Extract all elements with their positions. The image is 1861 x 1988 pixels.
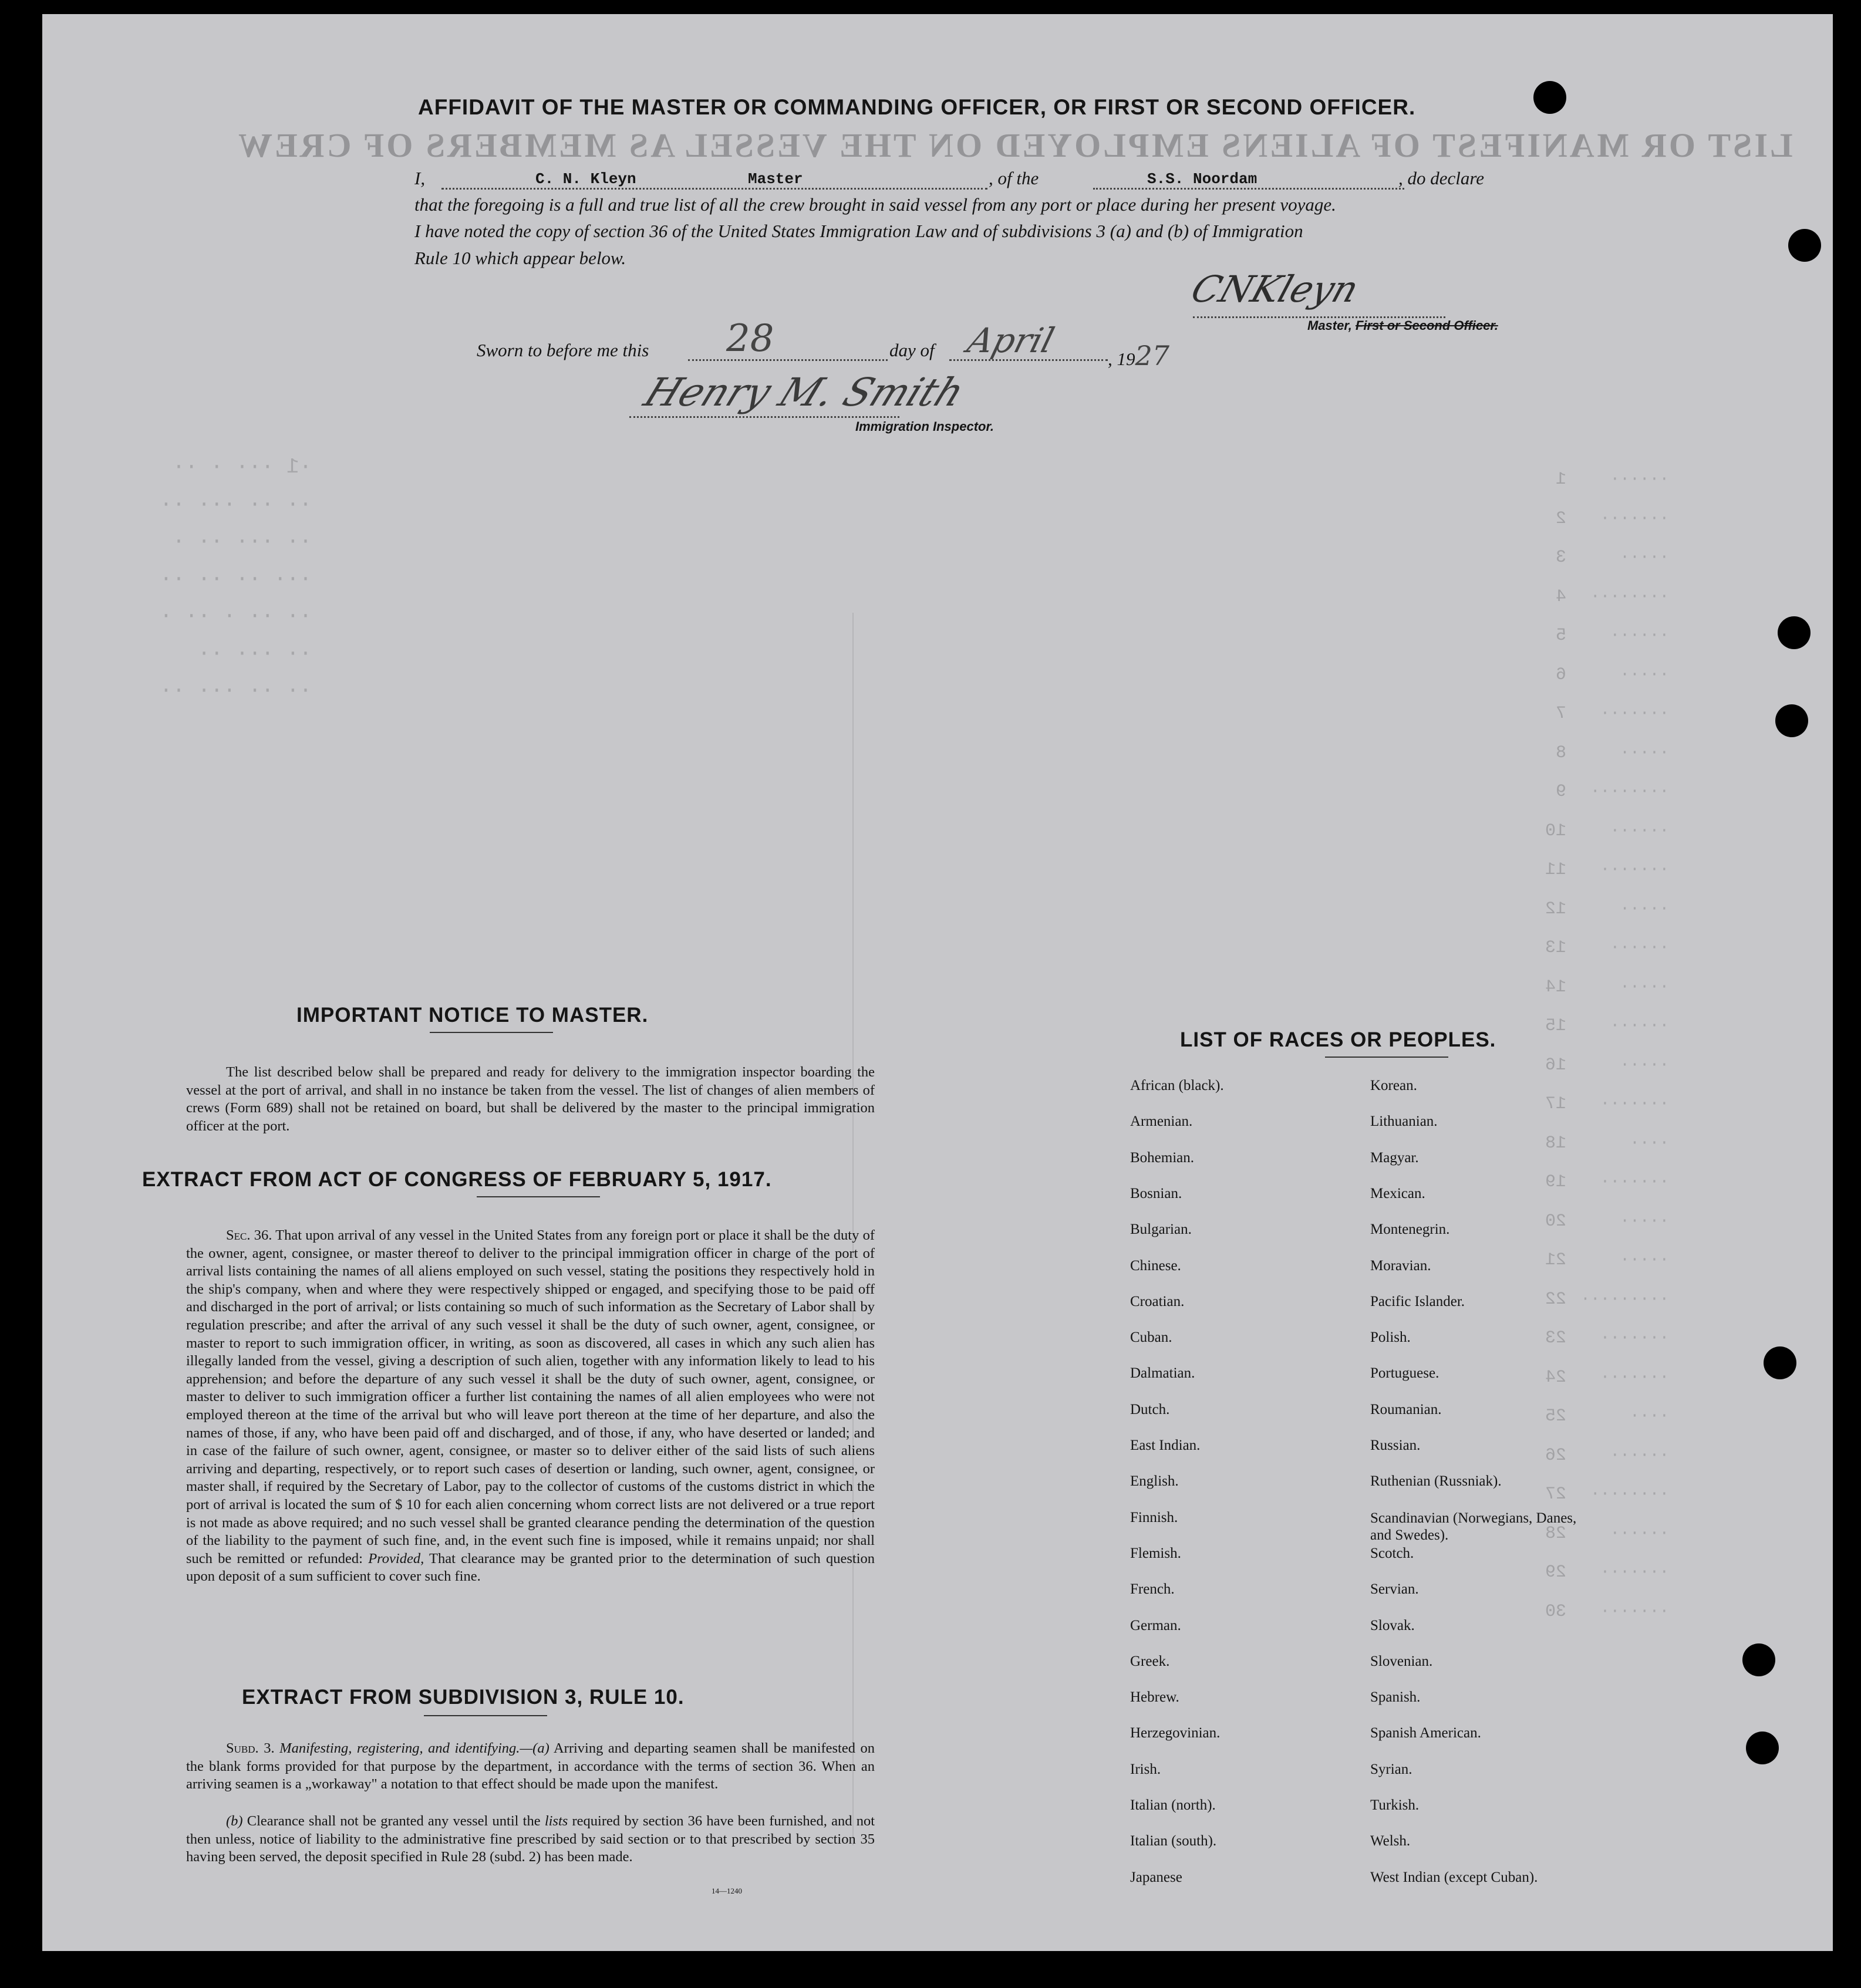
act-provided: Provided, xyxy=(368,1550,424,1567)
race-item: Scandinavian (Norwegians, Danes, and Swedes). xyxy=(1370,1510,1577,1543)
rule-subd-a-text: Arriving and departing seamen shall be manifested on the blank forms provided for that purpose by the department, in accordance with the terms of section 36. When an arriving seamen is a „workaway" a notation to that effect should be made upon the manifest. xyxy=(186,1740,875,1793)
race-item: West Indian (except Cuban). xyxy=(1370,1869,1538,1885)
act-text: That upon arrival of any vessel in the United States from any foreign port or place it shall be the duty of the owner, agent, consignee, or master thereof to deliver to the principal immigration officer in charge of the port of arrival lists containing the names of all aliens employed on such vessel, stating the positions they respectively hold in the ship's company, when and where they were respectively shipped or engaged, and specifying those to be paid off and discharged in the port of arrival; or lists containing so much of such information as the Secretary of Labor shall by regulation prescribe; and after the arrival of any such vessel it shall be the duty of such owner, agent, consignee, or master to report to such immigration officer, in writing, as soon as discovered, all cases in which any such alien has illegally landed from the vessel, giving a description of such alien, together with any information likely to lead to his apprehension; and before the departure of any such vessel it shall be the duty of such owner, agent, consignee, or master to deliver to such immigration officer a further list containing the names of all alien employees who were not employed thereon at the time of the arrival but who will leave port thereon at the time of her departure, and also the names of those, if any, who have been paid off and discharged, and of those, if any, who have deserted or landed; and in case of the failure of such owner, agent, consignee, or master so to deliver either of the said lists of such aliens arriving and departing, respectively, or to report such cases of desertion or landing, such owner, agent, consignee, or master shall, if required by the Secretary of Labor, pay to the collector of customs of the customs district in which the port of arrival is located the sum of $ 10 for each alien concerning whom correct lists are not delivered or a true report is not made as above required; and no such vessel shall be granted clearance pending the determination of the question of the liability to the payment of such fine, and, in the event such fine is imposed, while it remains unpaid; nor shall such be remitted or refunded: xyxy=(186,1227,875,1567)
day-of-text: day of xyxy=(889,340,935,360)
punch-hole xyxy=(1746,1732,1779,1764)
affidavit-line-4: Rule 10 which appear below. xyxy=(414,248,626,268)
race-item: English. xyxy=(1130,1473,1179,1490)
rule-b-text-1: Clearance shall not be granted any vessel until the xyxy=(242,1813,545,1829)
race-item: Roumanian. xyxy=(1370,1401,1442,1417)
race-item: Slovak. xyxy=(1370,1617,1415,1633)
rule-subd-b xyxy=(186,1813,875,1867)
race-item: Magyar. xyxy=(1370,1149,1419,1166)
races-rule xyxy=(1325,1057,1448,1058)
race-item: Italian (south). xyxy=(1130,1833,1217,1849)
rule-subd-label: Subd. 3. xyxy=(226,1740,275,1756)
of-the-text: , of the xyxy=(989,168,1039,188)
master-caption-struck: First or Second Officer. xyxy=(1355,318,1498,333)
affidavit-line-2: that the foregoing is a full and true list of all the crew brought in said vessel from any port or place during her present voyage. xyxy=(414,194,1336,215)
race-item: Japanese xyxy=(1130,1869,1182,1885)
form-number: 14—1240 xyxy=(712,1886,742,1895)
race-item: Herzegovinian. xyxy=(1130,1725,1221,1741)
master-rank: Master xyxy=(748,170,803,188)
act-text-end: That clearance may be granted prior to the determination of such question upon deposit of a sum sufficient to cover such fine. xyxy=(186,1550,875,1585)
punch-hole xyxy=(1788,229,1821,262)
race-item: Lithuanian. xyxy=(1370,1113,1438,1130)
month-dotline xyxy=(949,359,1108,361)
sworn-day: 28 xyxy=(726,317,774,360)
race-item: Polish. xyxy=(1370,1329,1411,1346)
affidavit-pronoun: I, xyxy=(414,168,426,188)
race-item: East Indian. xyxy=(1130,1437,1201,1453)
race-item: Montenegrin. xyxy=(1370,1221,1450,1238)
act-heading: EXTRACT FROM ACT OF CONGRESS OF FEBRUARY 5, 1917. xyxy=(142,1168,772,1191)
rule-b-label: (b) xyxy=(226,1813,243,1829)
races-heading: LIST OF RACES OR PEOPLES. xyxy=(1180,1028,1496,1051)
rule-heading: EXTRACT FROM SUBDIVISION 3, RULE 10. xyxy=(242,1686,685,1709)
affidavit-line-3: I have noted the copy of section 36 of the United States Immigration Law and of subdivisions 3 (a) and (b) of Immigration xyxy=(414,221,1303,241)
rule-subd-a xyxy=(186,1740,875,1794)
race-item: Ruthenian (Russniak). xyxy=(1370,1473,1502,1490)
race-item: Korean. xyxy=(1370,1078,1417,1093)
punch-hole xyxy=(1742,1643,1775,1676)
act-body xyxy=(186,1227,875,1586)
race-item: Finnish. xyxy=(1130,1509,1178,1525)
inspector-signature: Henry M. Smith xyxy=(638,370,971,415)
race-item: Italian (north). xyxy=(1130,1797,1216,1813)
notice-body: The list described below shall be prepared and ready for delivery to the immigration inspector boarding the vessel at the port of arrival, and shall in no instance be taken from the vessel. The list of changes of alien members of crews (Form 689) shall not be retained on board, but shall be delivered by the master to the principal immigration officer at the port. xyxy=(186,1064,875,1134)
year-prefix: , 19 xyxy=(1108,349,1135,369)
name-dotline xyxy=(441,188,987,190)
punch-hole xyxy=(1533,81,1566,114)
race-item: Portuguese. xyxy=(1370,1365,1439,1382)
race-item: Russian. xyxy=(1370,1437,1421,1453)
race-item: Dutch. xyxy=(1130,1401,1170,1417)
race-item: Turkish. xyxy=(1370,1797,1420,1813)
rule-rule xyxy=(424,1715,547,1716)
race-item: Greek. xyxy=(1130,1653,1170,1669)
race-item: Servian. xyxy=(1370,1581,1419,1598)
master-caption-prefix: Master, xyxy=(1307,318,1352,333)
race-item: Cuban. xyxy=(1130,1329,1172,1346)
race-item: Welsh. xyxy=(1370,1833,1411,1849)
race-item: Scotch. xyxy=(1370,1545,1414,1561)
rule-lists-word: lists xyxy=(544,1813,568,1829)
race-item: Irish. xyxy=(1130,1761,1161,1777)
vessel-dotline xyxy=(1093,188,1404,190)
race-item: Spanish American. xyxy=(1370,1725,1481,1741)
race-item: Pacific Islander. xyxy=(1370,1293,1465,1309)
master-caption xyxy=(1307,318,1498,333)
race-item: Bulgarian. xyxy=(1130,1221,1192,1238)
punch-hole xyxy=(1764,1346,1796,1379)
act-rule xyxy=(477,1196,600,1197)
year-suffix: 27 xyxy=(1135,340,1170,372)
vessel-name: S.S. Noordam xyxy=(1147,170,1257,188)
day-dotline xyxy=(688,359,888,361)
rule-subd-title: Manifesting, registering, and identifying.—(a) xyxy=(279,1740,549,1756)
race-item: Croatian. xyxy=(1130,1293,1185,1309)
race-item: Bohemian. xyxy=(1130,1149,1195,1166)
affidavit-heading: AFFIDAVIT OF THE MASTER OR COMMANDING OFFICER, OR FIRST OR SECOND OFFICER. xyxy=(418,95,1416,119)
race-item: Syrian. xyxy=(1370,1761,1412,1777)
manifest-page: LIST OR MANIFEST OF ALIENS EMPLOYED ON THE VESSEL AS MEMBERS OF CREW ·1 ··· · ·· ·· ·· ··· ·· ·· ··· ·· · ··· ·· ·· ·· ·· ·· · ·· · ·· ··· ·· ·· ·· ··· ·· 1 2 3 4 5 6 7 8 9 10 11 12 13 14 15 16 17 18 19 20 21 22 23 24 25 26 27 28 29 30 ······ ······· ····· ········ ······ ····· ······· ····· ········ ······ ······· ····· ······ ····· ······ ····· ······· ···· ······· ····· ····· ········· ······· ······· ···· ······ ········ ······ ······· ······· AFFIDAVIT OF THE MASTER OR COMMANDING OFFICER, OR FIRST OR SECOND OFFICER. I, C. N. Kleyn Master , of the S.S. Noordam , do declare that the foregoing is a full and true list of all the crew brought in said vessel from any port or place during her present voyage. I have noted the copy of section 36 of the United States Immigration Law and of subdivisions 3 (a) and (b) of Immigration Rule 10 which appear below. CNKleyn Master, First or Second Officer. Sworn to before me this 28 day of April , 1927 Henry M. Smith Immigration Inspector. IMPORTANT NOTICE TO MASTER. The list described below shall be prepared and ready for delivery to the immigration inspector boarding the vessel at the port of arrival, and shall in no instance be taken from the vessel. The list of changes of alien members of crews (Form 689) shall not be retained on board, but shall be delivered by the master to the principal immigration officer at the port. EXTRACT FROM ACT OF CONGRESS OF FEBRUARY 5, 1917. Sec. 36. That upon arrival of any vessel in the United States from any foreign port or place it shall be the duty of the owner, agent, consignee, or master thereof to deliver to the principal immigration officer in charge of the port of arrival lists containing the names of all aliens employed on such vessel, stating the positions they respectively hold in the ship's company, when and where they were respectively shipped or engaged, and specifying those to be paid off and discharged in the port of arrival; or lists containing so much of such information as the Secretary of Labor shall by regulation prescribe; and after the arrival of any such vessel it shall be the duty of such owner, agent, consignee, or master to report to such immigration officer, in writing, as soon as discovered, all cases in which any such alien has illegally landed from the vessel, giving a description of such alien, together with any information likely to lead to his apprehension; and before the departure of any such vessel it shall be the duty of such owner, agent, consignee, or master to deliver to such immigration officer a further list containing the names of all alien employees who were not employed thereon at the time of the arrival but who will leave port thereon at the time of her departure, and also the names of those, if any, who have been paid off and discharged, and of those, if any, who have deserted or landed; and in case of the failure of such owner, agent, consignee, or master so to deliver either of the said lists of such aliens arriving and departing, respectively, or to report such cases of desertion or landing, such owner, agent, consignee, or master shall, if required by the Secretary of Labor, pay to the collector of customs of the customs district in which the port of arrival is located the sum of $ 10 for each alien concerning whom correct lists are not delivered or a true report is not made as above required; and no such vessel shall be granted clearance pending the determination of the question of the liability to the payment of such fine, and, in the event such fine is imposed, while it remains unpaid; nor shall such be remitted or refunded: Provided, That clearance may be granted prior to the determination of such question upon deposit of a sum sufficient to cover such fine. EXTRACT FROM SUBDIVISION 3, RULE 10. Subd. 3. Manifesting, registering, and identifying.—(a) Arriving and departing seamen shall be manifested on the blank forms provided for that purpose by the department, in accordance with the terms of section 36. When an arriving seamen is a „workaway" a notation to that effect should be made upon the manifest. (b) Clearance shall not be granted any vessel until the lists required by section 36 have been furnished, and not then unless, notice of liability to the administrative fine prescribed by said section or to that prescribed by section 35 having been served, the deposit specified in Rule 28 (subd. 2) has been made. 14—1240 LIST OF RACES OR PEOPLES. African (black). Armenian. Bohemian. Bosnian. Bulgarian. Chinese. Croatian. Cuban. Dalmatian. Dutch. East Indian. English. Finnish. Flemish. French. German. Greek. Hebrew. Herzegovinian. Irish. Italian (north). Italian (south). Japanese Korean. Lithuanian. Magyar. Mexican. Montenegrin. Moravian. Pacific Islander. Polish. Portuguese. Roumanian. Russian. Ruthenian (Russniak). Scandinavian (Norwegians, Danes, and Swedes). Scotch. Servian. Slovak. Slovenian. Spanish. Spanish American. Syrian. Turkish. Welsh. West Indian (except Cuban). xyxy=(42,14,1833,1951)
race-item: Mexican. xyxy=(1370,1185,1425,1201)
inspector-dotline xyxy=(629,416,899,418)
declare-text: , do declare xyxy=(1398,168,1485,188)
notice-heading: IMPORTANT NOTICE TO MASTER. xyxy=(296,1004,649,1027)
punch-hole xyxy=(1778,616,1811,649)
race-item: Dalmatian. xyxy=(1130,1365,1195,1382)
punch-hole xyxy=(1775,704,1808,737)
race-item: Hebrew. xyxy=(1130,1689,1179,1706)
notice-rule xyxy=(430,1032,553,1033)
master-signature: CNKleyn xyxy=(1186,268,1364,310)
race-item: Chinese. xyxy=(1130,1257,1181,1274)
year-text xyxy=(1108,340,1169,372)
race-item: African (black). xyxy=(1130,1078,1224,1093)
sworn-month: April xyxy=(963,320,1058,360)
race-item: French. xyxy=(1130,1581,1175,1598)
race-item: Slovenian. xyxy=(1370,1653,1433,1669)
inspector-caption: Immigration Inspector. xyxy=(855,419,994,434)
race-item: Flemish. xyxy=(1130,1545,1181,1561)
race-item: German. xyxy=(1130,1617,1181,1633)
race-item: Spanish. xyxy=(1370,1689,1421,1706)
rule-b-text-2: required by section 36 have been furnished, and not then unless, notice of liability to the administrative fine prescribed by said section or to that prescribed by section 35 having been served, the deposit specified in Rule 28 (subd. 2) has been made. xyxy=(186,1813,875,1865)
race-item: Armenian. xyxy=(1130,1113,1193,1130)
race-item: Moravian. xyxy=(1370,1257,1431,1274)
master-name: C. N. Kleyn xyxy=(535,170,636,188)
sworn-text: Sworn to before me this xyxy=(477,340,649,360)
race-item: Bosnian. xyxy=(1130,1185,1182,1201)
act-section-label: Sec. 36. xyxy=(226,1227,272,1243)
